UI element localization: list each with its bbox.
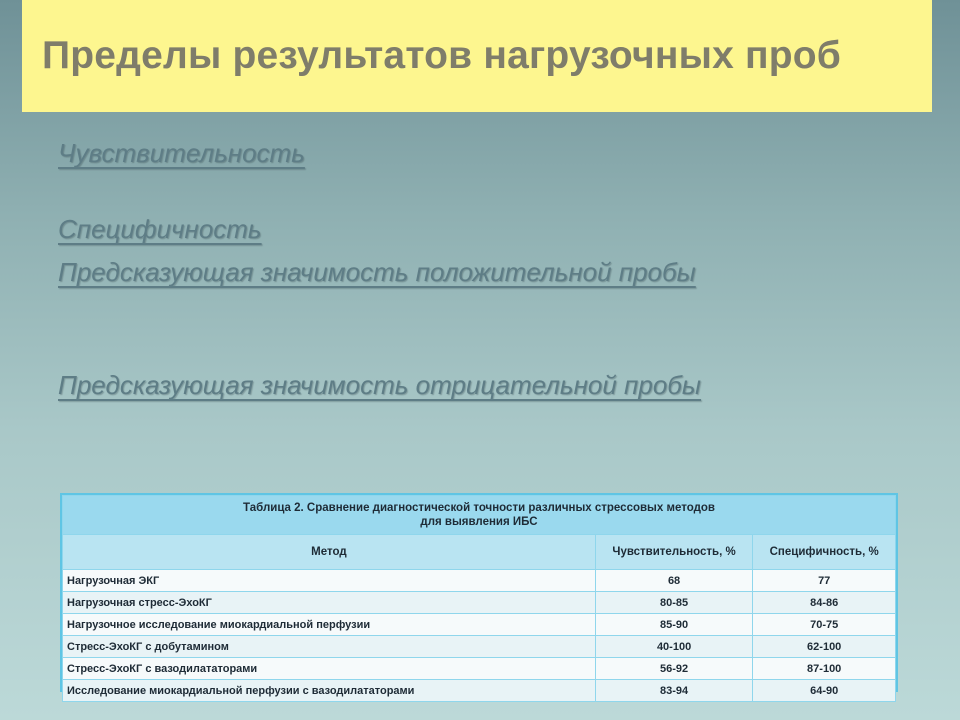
sensitivity-cell: 83-94 — [595, 680, 753, 702]
col-header-sensitivity: Чувствительность, % — [595, 535, 753, 570]
sensitivity-cell: 56-92 — [595, 658, 753, 680]
method-cell: Нагрузочная ЭКГ — [63, 570, 596, 592]
specificity-cell: 84-86 — [753, 592, 896, 614]
specificity-cell: 70-75 — [753, 614, 896, 636]
method-cell: Стресс-ЭхоКГ с добутамином — [63, 636, 596, 658]
method-cell: Исследование миокардиальной перфузии с вазодилататорами — [63, 680, 596, 702]
table-caption — [63, 496, 896, 535]
method-cell: Стресс-ЭхоКГ с вазодилататорами — [63, 658, 596, 680]
table-row — [63, 592, 896, 614]
sensitivity-cell: 85-90 — [595, 614, 753, 636]
table-row — [63, 636, 896, 658]
link-negative-predictive-value[interactable]: Предсказующая значимость отрицательной пробы — [58, 370, 702, 400]
method-cell: Нагрузочная стресс-ЭхоКГ — [63, 592, 596, 614]
slide-title: Пределы результатов нагрузочных проб — [42, 34, 842, 77]
table-caption-line1: Таблица 2. Сравнение диагностической точности различных стрессовых методов — [243, 502, 715, 514]
table-row — [63, 658, 896, 680]
link-sensitivity[interactable]: Чувствительность — [58, 138, 305, 168]
specificity-cell: 87-100 — [753, 658, 896, 680]
method-cell: Нагрузочное исследование миокардиальной перфузии — [63, 614, 596, 636]
col-header-specificity: Специфичность, % — [753, 535, 896, 570]
col-header-method: Метод — [63, 535, 596, 570]
table-row — [63, 614, 896, 636]
sensitivity-cell: 80-85 — [595, 592, 753, 614]
comparison-table — [60, 493, 898, 697]
table-row — [63, 570, 896, 592]
table-caption-line2: для выявления ИБС — [420, 516, 538, 528]
title-banner — [22, 0, 932, 112]
table-row — [63, 680, 896, 702]
sensitivity-cell: 68 — [595, 570, 753, 592]
link-positive-predictive-value[interactable]: Предсказующая значимость положительной пробы — [58, 257, 696, 287]
specificity-cell: 62-100 — [753, 636, 896, 658]
specificity-cell: 64-90 — [753, 680, 896, 702]
link-specificity[interactable]: Специфичность — [58, 214, 262, 244]
specificity-cell: 77 — [753, 570, 896, 592]
sensitivity-cell: 40-100 — [595, 636, 753, 658]
